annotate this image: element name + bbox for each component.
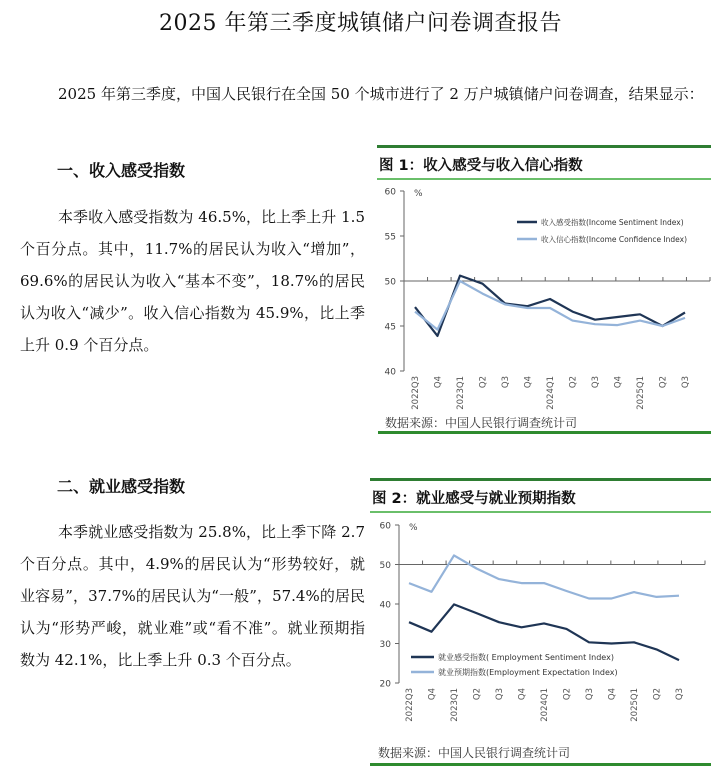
- series-line: [415, 276, 685, 336]
- x-tick-label: Q3: [675, 688, 685, 701]
- x-tick-label: Q2: [652, 688, 663, 701]
- legend-label: 就业预期指数(Employment Expectation Index): [438, 668, 618, 677]
- section-heading-employment: 二、就业感受指数: [57, 477, 186, 496]
- x-tick-label: Q2: [472, 688, 483, 701]
- y-tick-label: 55: [384, 232, 396, 243]
- figure-2: [370, 478, 711, 513]
- x-tick-label: Q2: [478, 376, 489, 389]
- section-heading-income: 一、收入感受指数: [57, 161, 186, 180]
- x-tick-label: 2022Q3: [411, 376, 421, 410]
- figure-title: 图 1：收入感受与收入信心指数: [379, 158, 583, 174]
- x-tick-label: Q3: [681, 376, 691, 389]
- x-tick-label: Q3: [591, 376, 601, 389]
- y-tick-label: 45: [384, 322, 396, 333]
- x-tick-label: 2025Q1: [636, 376, 646, 410]
- x-tick-label: Q4: [607, 688, 618, 701]
- figure-bottom-rule: [370, 763, 711, 766]
- x-tick-label: Q3: [585, 688, 595, 701]
- y-tick-label: 60: [384, 187, 396, 198]
- y-tick-label: 40: [379, 600, 391, 611]
- section-paragraph-income: 本季收入感受指数为 46.5%，比上季上升 1.5 个百分点。其中，11.7%的居民认为收入“增加”，69.6%的居民认为收入“基本不变”，18.7%的居民认为收入“减少”。收入信心指数为 45.9%，比上季上升 0.9 个百分点。: [20, 208, 365, 354]
- income-chart: [370, 180, 715, 412]
- x-tick-label: Q4: [613, 376, 624, 389]
- series-line: [409, 604, 679, 660]
- x-tick-label: Q4: [427, 688, 438, 701]
- unit-label: %: [414, 189, 423, 199]
- figure-source: 数据来源：中国人民银行调查统计司: [385, 416, 578, 430]
- figure-title: 图 2：就业感受与就业预期指数: [372, 491, 576, 507]
- x-tick-label: Q4: [517, 688, 528, 701]
- y-tick-label: 60: [379, 521, 391, 532]
- y-tick-label: 30: [379, 640, 391, 650]
- legend-label: 收入感受指数(Income Sentiment Index): [541, 218, 684, 227]
- x-tick-label: 2023Q1: [450, 688, 460, 722]
- x-tick-label: Q3: [495, 688, 505, 701]
- series-line: [415, 281, 685, 330]
- y-tick-label: 50: [379, 561, 391, 571]
- figure-source: 数据来源：中国人民银行调查统计司: [378, 746, 571, 760]
- unit-label: %: [409, 523, 418, 533]
- x-tick-label: 2023Q1: [456, 376, 466, 410]
- x-tick-label: Q3: [501, 376, 511, 389]
- y-tick-label: 40: [384, 367, 396, 378]
- x-tick-label: 2025Q1: [630, 688, 640, 722]
- x-tick-label: 2022Q3: [405, 688, 415, 722]
- y-tick-label: 20: [379, 679, 391, 690]
- x-tick-label: Q2: [568, 376, 579, 389]
- employment-chart: [365, 513, 715, 743]
- y-tick-label: 50: [384, 277, 396, 288]
- x-tick-label: Q2: [562, 688, 573, 701]
- series-line: [409, 555, 679, 598]
- figure-1: [377, 145, 711, 180]
- legend-label: 就业感受指数( Employment Sentiment Index): [438, 653, 614, 662]
- section-paragraph-employment: 本季就业感受指数为 25.8%，比上季下降 2.7 个百分点。其中，4.9%的居民认为“形势较好，就业容易”，37.7%的居民认为“一般”，57.4%的居民认为“形势严峻，就业难”或“看不准”。就业预期指数为 42.1%，比上季上升 0.3 个百分点。: [20, 523, 365, 669]
- document-title: 2025 年第三季度城镇储户问卷调查报告: [159, 11, 562, 36]
- x-tick-label: Q4: [523, 376, 534, 389]
- intro-paragraph: 2025 年第三季度，中国人民银行在全国 50 个城市进行了 2 万户城镇储户问卷调查，结果显示：: [58, 85, 704, 103]
- legend-label: 收入信心指数(Income Confidence Index): [541, 235, 688, 244]
- x-tick-label: 2024Q1: [540, 688, 550, 722]
- x-tick-label: Q2: [658, 376, 669, 389]
- x-tick-label: 2024Q1: [546, 376, 556, 410]
- figure-bottom-rule: [378, 431, 711, 434]
- x-tick-label: Q4: [433, 376, 444, 389]
